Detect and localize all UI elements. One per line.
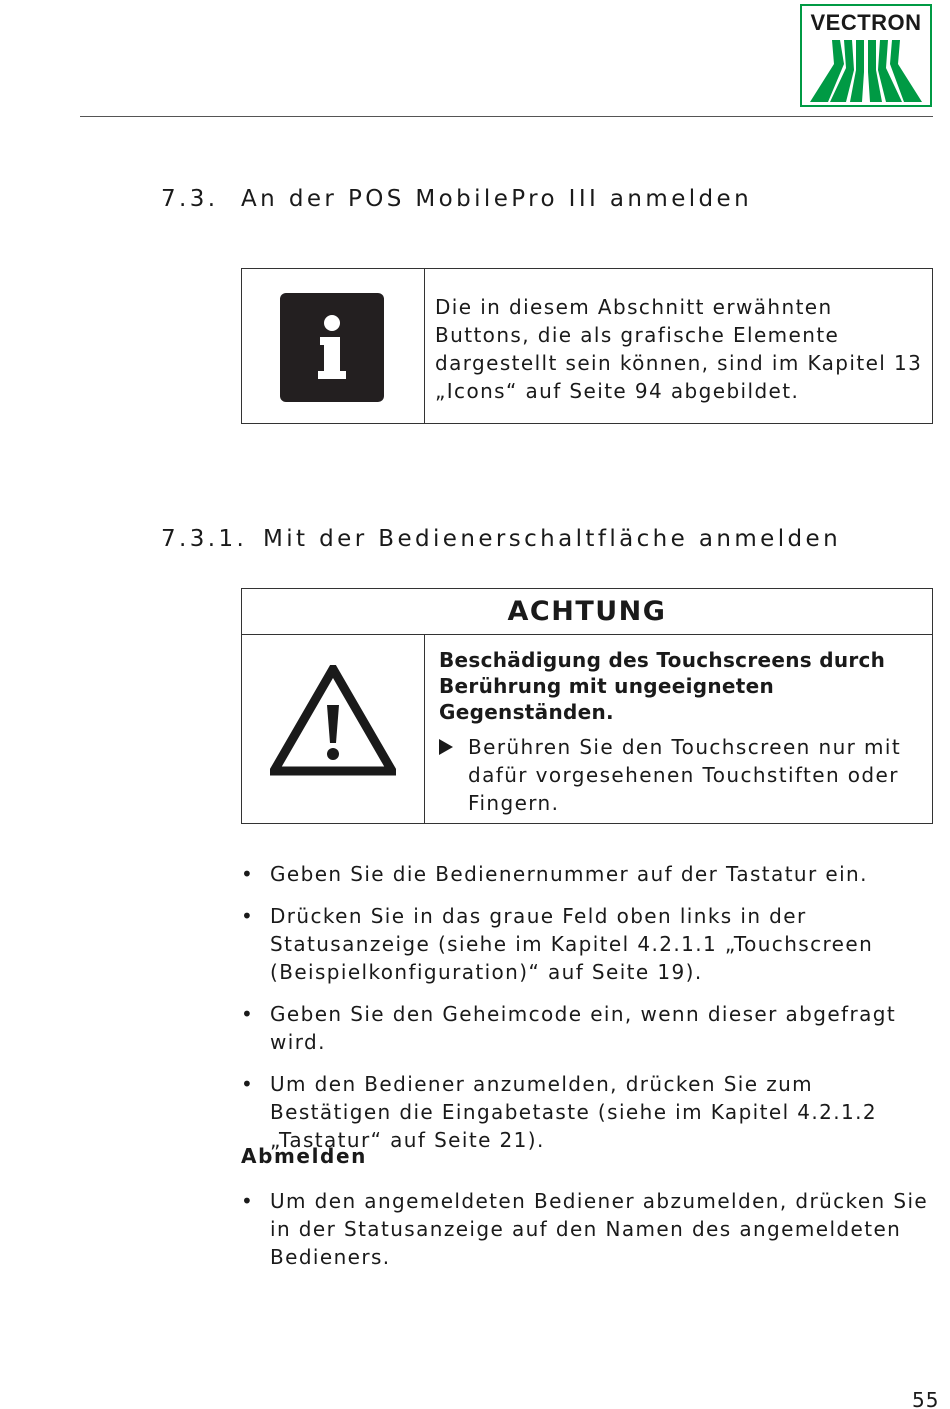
arrow-right-icon [439, 739, 453, 755]
page-number: 55 [912, 1388, 940, 1409]
bullet-icon: • [241, 862, 255, 886]
logo-mark-icon [810, 40, 922, 102]
list-item: • Um den Bediener anzumelden, drücken Sie zum Bestätigen die Eingabetaste (siehe im Kapitel 4.2.1.2 „Tastatur“ auf Seite 21). [241, 1072, 878, 1152]
section-heading [161, 186, 752, 212]
info-note-text: Die in diesem Abschnitt erwähnten Buttons, die als grafische Elemente dargestellt sein können, sind im Kapitel 13 „Icons“ auf Seite 94 abgebildet. [435, 295, 923, 403]
info-box-divider [424, 269, 425, 423]
bullet-icon: • [241, 1189, 255, 1213]
logout-heading: Abmelden [241, 1144, 367, 1168]
info-note-box [241, 268, 933, 424]
section-number: 7.3. [161, 186, 219, 212]
logout-steps-list [241, 1187, 941, 1285]
warning-box [241, 588, 933, 824]
vectron-logo [800, 4, 932, 107]
header-rule [80, 116, 933, 117]
warning-box-divider [424, 635, 425, 823]
warning-headline: Beschädigung des Touchscreens durch Berührung mit ungeeigneten Gegenständen. [439, 648, 886, 724]
warning-instruction-text: Berühren Sie den Touchscreen nur mit dafür vorgesehenen Touchstiften oder Fingern. [468, 735, 902, 815]
info-icon [280, 293, 384, 402]
bullet-icon: • [241, 904, 255, 928]
bullet-icon: • [241, 1072, 255, 1096]
subsection-title: Mit der Bedienerschaltfläche anmelden [263, 526, 842, 552]
logo-text: VECTRON [810, 10, 922, 35]
login-steps-list [241, 860, 941, 1168]
subsection-heading [161, 526, 841, 552]
bullet-icon: • [241, 1002, 255, 1026]
warning-title: ACHTUNG [242, 589, 932, 635]
list-item: • Geben Sie den Geheimcode ein, wenn dieser abgefragt wird. [241, 1002, 897, 1054]
subsection-number: 7.3.1. [161, 526, 248, 552]
warning-triangle-icon [270, 665, 396, 781]
section-title: An der POS MobilePro III anmelden [241, 186, 753, 212]
list-item: • Drücken Sie in das graue Feld oben links in der Statusanzeige (siehe im Kapitel 4.2.1.1 „Touchscreen (Beispielkonfiguration)“ auf Seite 19). [241, 904, 874, 984]
list-item: • Geben Sie die Bedienernummer auf der Tastatur ein. [241, 862, 868, 886]
list-item: • Um den angemeldeten Bediener abzumelden, drücken Sie in der Statusanzeige auf den Namen des angemeldeten Bedieners. [241, 1189, 929, 1269]
